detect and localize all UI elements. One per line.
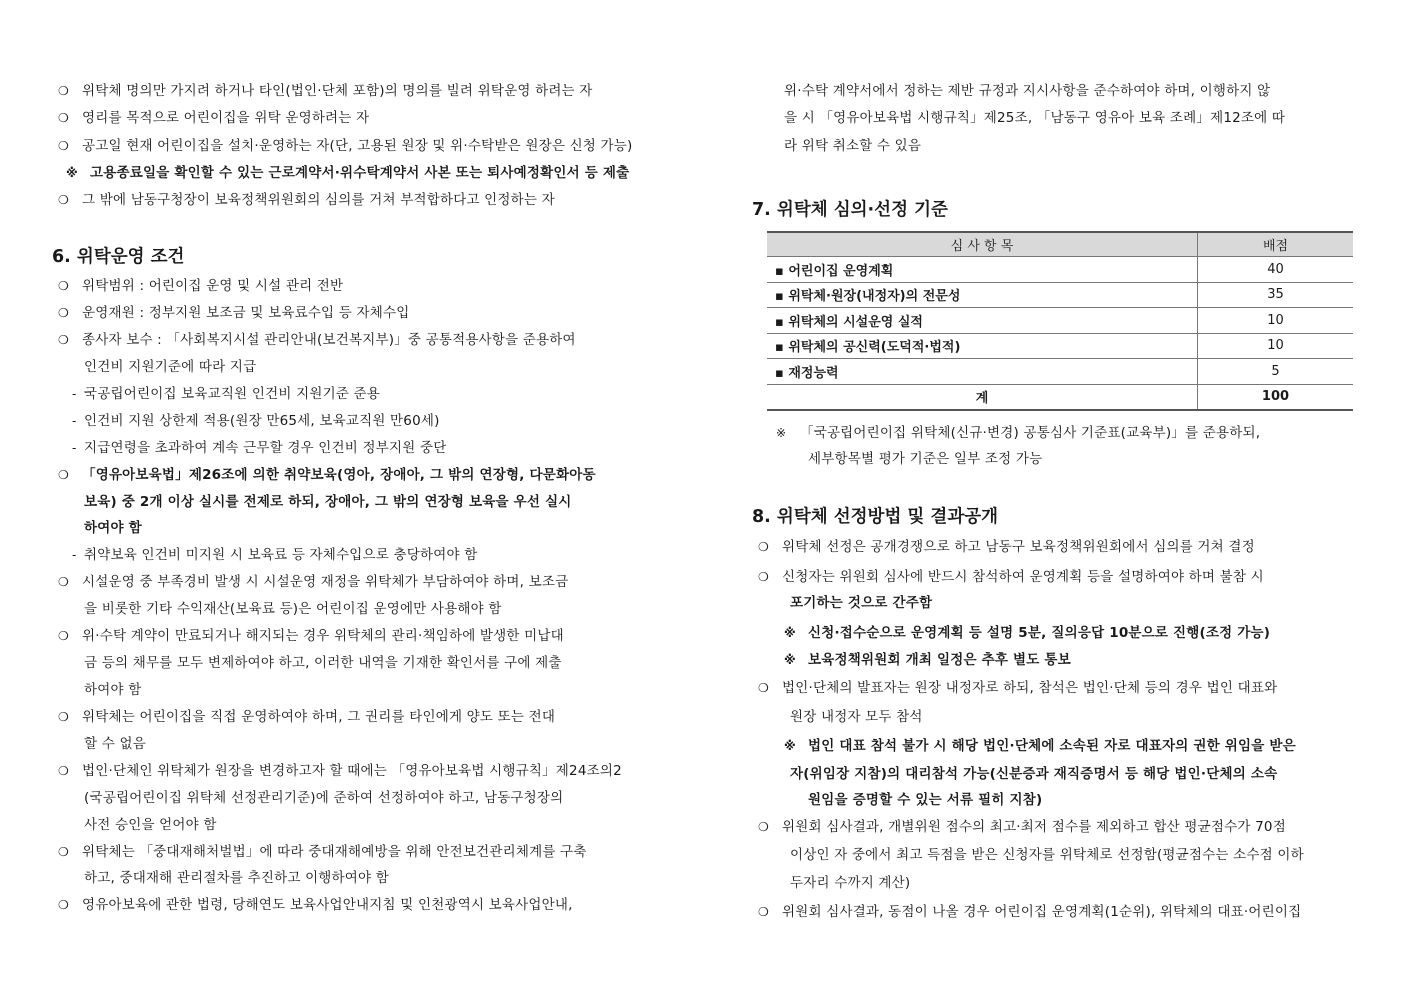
circle-bullet-icon: ❍ <box>758 570 769 584</box>
line-text: 위·수탁 계약이 만료되거나 해지되는 경우 위탁체의 관리·책임하에 발생한 미납대 <box>82 628 564 644</box>
circle-bullet-icon: ❍ <box>58 845 69 859</box>
dash-bullet-icon: - <box>72 387 77 401</box>
row-score: 5 <box>1198 359 1354 385</box>
line-text: 이상인 자 중에서 최고 득점을 받은 신청자를 위탁체로 선정함(평균점수는 소수점 이하 <box>790 847 1304 863</box>
circle-bullet-icon: ❍ <box>58 111 69 125</box>
row-item: ▪ 위탁체의 공신력(도덕적·법적) <box>767 333 1198 359</box>
text-line <box>84 653 562 673</box>
table-row <box>767 282 1353 308</box>
circle-bullet-icon: ❍ <box>758 540 769 554</box>
line-text: 라 위탁 취소할 수 있음 <box>784 138 922 154</box>
text-line <box>58 572 568 592</box>
header-score: 배점 <box>1198 232 1354 257</box>
text-line <box>58 303 410 323</box>
line-text: 하여야 함 <box>84 682 142 698</box>
note-mark-icon: ※ <box>66 166 78 180</box>
section-7-heading: 7. 위탁체 심의·선정 기준 <box>752 200 948 220</box>
line-text: 인건비 지원기준에 따라 지급 <box>84 359 257 375</box>
text-line <box>790 593 932 613</box>
text-line <box>84 357 256 377</box>
table-row <box>767 257 1353 283</box>
text-line <box>776 423 1260 443</box>
line-text: 법인·단체의 발표자는 원장 내정자로 하되, 참석은 법인·단체 등의 경우 법인 대표와 <box>782 680 1278 696</box>
line-text: 위탁범위 : 어린이집 운영 및 시설 관리 전반 <box>82 278 344 294</box>
text-line <box>758 537 1255 557</box>
circle-bullet-icon: ❍ <box>58 629 69 643</box>
header-item: 심 사 항 목 <box>767 232 1198 257</box>
line-text: 사전 승인을 얻어야 함 <box>84 817 217 833</box>
text-line <box>58 626 564 646</box>
circle-bullet-icon: ❍ <box>58 333 69 347</box>
circle-bullet-icon: ❍ <box>58 764 69 778</box>
text-line <box>58 707 555 727</box>
text-line <box>72 384 380 404</box>
text-line <box>784 650 1071 670</box>
text-line <box>84 788 563 808</box>
circle-bullet-icon: ❍ <box>758 681 769 695</box>
text-line <box>84 680 141 700</box>
line-text: 「국공립어린이집 위탁체(신규·변경) 공통심사 기준표(교육부)」를 준용하되, <box>800 425 1261 441</box>
line-text: 신청자는 위원회 심사에 반드시 참석하여 운영계획 등을 설명하여야 하며 불참 시 <box>782 569 1264 585</box>
note-mark-icon: ※ <box>776 426 787 440</box>
line-text: 위·수탁 계약서에서 정하는 제반 규정과 지시사항을 준수하여야 하며, 이행하지 않 <box>784 83 1271 99</box>
line-text: 자(위임장 지참)의 대리참석 가능(신분증과 재직증명서 등 해당 법인·단체의 소속 <box>790 766 1278 782</box>
line-text: 금 등의 채무를 모두 변제하여야 하고, 이러한 내역을 기재한 확인서를 구에 제출 <box>84 655 562 671</box>
line-text: 시설운영 중 부족경비 발생 시 시설운영 재정을 위탁체가 부담하여야 하며, 보조금 <box>82 574 569 590</box>
line-text: 신청·접수순으로 운영계획 등 설명 5분, 질의응답 10분으로 진행(조정 가능) <box>808 625 1271 641</box>
line-text: 「영유아보육법」제26조에 의한 취약보육(영아, 장애아, 그 밖의 연장형, 다문화아동 <box>82 467 596 483</box>
circle-bullet-icon: ❍ <box>58 279 69 293</box>
text-line <box>66 163 629 183</box>
line-text: 영리를 목적으로 어린이집을 위탁 운영하려는 자 <box>82 110 370 126</box>
text-line <box>58 81 593 101</box>
row-item: ▪ 위탁체·원장(내정자)의 전문성 <box>767 282 1198 308</box>
text-line <box>790 873 910 893</box>
line-text: 국공립어린이집 보육교직원 인건비 지원기준 준용 <box>84 386 381 402</box>
table-header-row <box>767 232 1353 257</box>
line-text: 세부항목별 평가 기준은 일부 조정 가능 <box>808 451 1043 467</box>
note-mark-icon: ※ <box>784 653 796 667</box>
circle-bullet-icon: ❍ <box>58 468 69 482</box>
evaluation-criteria-table <box>767 231 1353 411</box>
line-text: 위탁체 명의만 가지려 하거나 타인(법인·단체 포함)의 명의를 빌려 위탁운영 하려는 자 <box>82 83 593 99</box>
line-text: 위원회 심사결과, 동점이 나올 경우 어린이집 운영계획(1순위), 위탁체의 대표·어린이집 <box>782 904 1302 920</box>
circle-bullet-icon: ❍ <box>58 306 69 320</box>
line-text: 운영재원 : 정부지원 보조금 및 보육료수입 등 자체수입 <box>82 305 410 321</box>
text-line <box>758 567 1264 587</box>
line-text: 할 수 없음 <box>84 736 146 752</box>
text-line <box>58 761 622 781</box>
text-line <box>58 190 555 210</box>
line-text: 영유아보육에 관한 법령, 당해연도 보육사업안내지침 및 인천광역시 보육사업안내, <box>82 897 573 913</box>
row-score: 40 <box>1198 257 1354 283</box>
line-text: 고용종료일을 확인할 수 있는 근로계약서·위수탁계약서 사본 또는 퇴사예정확인서 등 제출 <box>90 165 630 181</box>
text-line <box>784 136 921 156</box>
line-text: 두자리 수까지 계산) <box>790 875 911 891</box>
text-line <box>84 599 502 619</box>
circle-bullet-icon: ❍ <box>58 710 69 724</box>
text-line <box>784 108 1285 128</box>
line-text: 하고, 중대재해 관리절차를 추진하고 이행하여야 함 <box>84 870 390 886</box>
text-line <box>58 136 633 156</box>
line-text: 위탁체는 어린이집을 직접 운영하여야 하며, 그 권리를 타인에게 양도 또는 전대 <box>82 709 556 725</box>
row-item: ▪ 재정능력 <box>767 359 1198 385</box>
row-item: ▪ 어린이집 운영계획 <box>767 257 1198 283</box>
note-mark-icon: ※ <box>784 739 796 753</box>
section-8-heading: 8. 위탁체 선정방법 및 결과공개 <box>752 507 999 527</box>
row-item: ▪ 위탁체의 시설운영 실적 <box>767 308 1198 334</box>
line-text: 취약보육 인건비 미지원 시 보육료 등 자체수입으로 충당하여야 함 <box>84 547 478 563</box>
text-line <box>72 438 446 458</box>
section-6-heading: 6. 위탁운영 조건 <box>52 247 185 267</box>
circle-bullet-icon: ❍ <box>58 193 69 207</box>
text-line <box>790 707 923 727</box>
line-text: 종사자 보수 : 「사회복지시설 관리안내(보건복지부)」중 공통적용사항을 준용하여 <box>82 332 576 348</box>
dash-bullet-icon: - <box>72 548 77 562</box>
text-line <box>758 678 1277 698</box>
line-text: 보육) 중 2개 이상 실시를 전제로 하되, 장애아, 그 밖의 연장형 보육을 우선 실시 <box>84 494 572 510</box>
dash-bullet-icon: - <box>72 441 77 455</box>
row-score: 10 <box>1198 308 1354 334</box>
line-text: 그 밖에 남동구청장이 보육정책위원회의 심의를 거쳐 부적합하다고 인정하는 자 <box>82 192 555 208</box>
line-text: 지급연령을 초과하여 계속 근무할 경우 인건비 정부지원 중단 <box>84 440 447 456</box>
text-line <box>808 790 1042 810</box>
line-text: 법인 대표 참석 불가 시 해당 법인·단체에 소속된 자로 대표자의 권한 위임을 받은 <box>808 738 1296 754</box>
text-line <box>808 449 1042 469</box>
text-line <box>784 736 1296 756</box>
row-score: 35 <box>1198 282 1354 308</box>
line-text: 위원회 심사결과, 개별위원 점수의 최고·최저 점수를 제외하고 합산 평균점수가 70점 <box>782 819 1286 835</box>
text-line <box>784 623 1270 643</box>
text-line <box>84 492 572 512</box>
text-line <box>758 817 1286 837</box>
total-label: 계 <box>767 384 1198 410</box>
text-line <box>72 411 440 431</box>
text-line <box>84 868 389 888</box>
line-text: 인건비 지원 상한제 적용(원장 만65세, 보육교직원 만60세) <box>84 413 440 429</box>
text-line <box>58 330 576 350</box>
line-text: 보육정책위원회 개최 일정은 추후 별도 통보 <box>808 652 1071 668</box>
text-line <box>790 845 1304 865</box>
text-line <box>784 81 1270 101</box>
text-line <box>84 815 217 835</box>
text-line <box>790 764 1277 784</box>
text-line <box>58 108 369 128</box>
text-line <box>84 518 142 538</box>
table-row <box>767 333 1353 359</box>
table-total-row <box>767 384 1353 410</box>
table-row <box>767 359 1353 385</box>
text-line <box>72 545 477 565</box>
line-text: 공고일 현재 어린이집을 설치·운영하는 자(단, 고용된 원장 및 위·수탁받은 원장은 신청 가능) <box>82 138 633 154</box>
circle-bullet-icon: ❍ <box>58 84 69 98</box>
circle-bullet-icon: ❍ <box>58 575 69 589</box>
line-text: 을 시 「영유아보육법 시행규칙」제25조, 「남동구 영유아 보육 조례」제12조에 따 <box>784 110 1286 126</box>
total-score: 100 <box>1198 384 1354 410</box>
row-score: 10 <box>1198 333 1354 359</box>
text-line <box>758 902 1301 922</box>
text-line <box>58 465 596 485</box>
line-text: 법인·단체인 위탁체가 원장을 변경하고자 할 때에는 「영유아보육법 시행규칙」제24조의2 <box>82 763 622 779</box>
text-line <box>58 842 587 862</box>
line-text: 원임을 증명할 수 있는 서류 필히 지참) <box>808 792 1043 808</box>
dash-bullet-icon: - <box>72 414 77 428</box>
text-line <box>58 895 573 915</box>
line-text: 하여야 함 <box>84 520 142 536</box>
line-text: 포기하는 것으로 간주함 <box>790 595 933 611</box>
text-line <box>58 276 343 296</box>
circle-bullet-icon: ❍ <box>58 139 69 153</box>
note-mark-icon: ※ <box>784 626 796 640</box>
line-text: 위탁체 선정은 공개경쟁으로 하고 남동구 보육정책위원회에서 심의를 거쳐 결정 <box>782 539 1255 555</box>
line-text: 원장 내정자 모두 참석 <box>790 709 923 725</box>
line-text: 을 비롯한 기타 수익재산(보육료 등)은 어린이집 운영에만 사용해야 함 <box>84 601 502 617</box>
table-row <box>767 308 1353 334</box>
line-text: (국공립어린이집 위탁체 선정관리기준)에 준하여 선정하여야 하고, 남동구청장의 <box>84 790 564 806</box>
line-text: 위탁체는 「중대재해처벌법」에 따라 중대재해예방을 위해 안전보건관리체계를 구축 <box>82 844 587 860</box>
circle-bullet-icon: ❍ <box>758 820 769 834</box>
circle-bullet-icon: ❍ <box>758 905 769 919</box>
text-line <box>84 734 146 754</box>
circle-bullet-icon: ❍ <box>58 898 69 912</box>
